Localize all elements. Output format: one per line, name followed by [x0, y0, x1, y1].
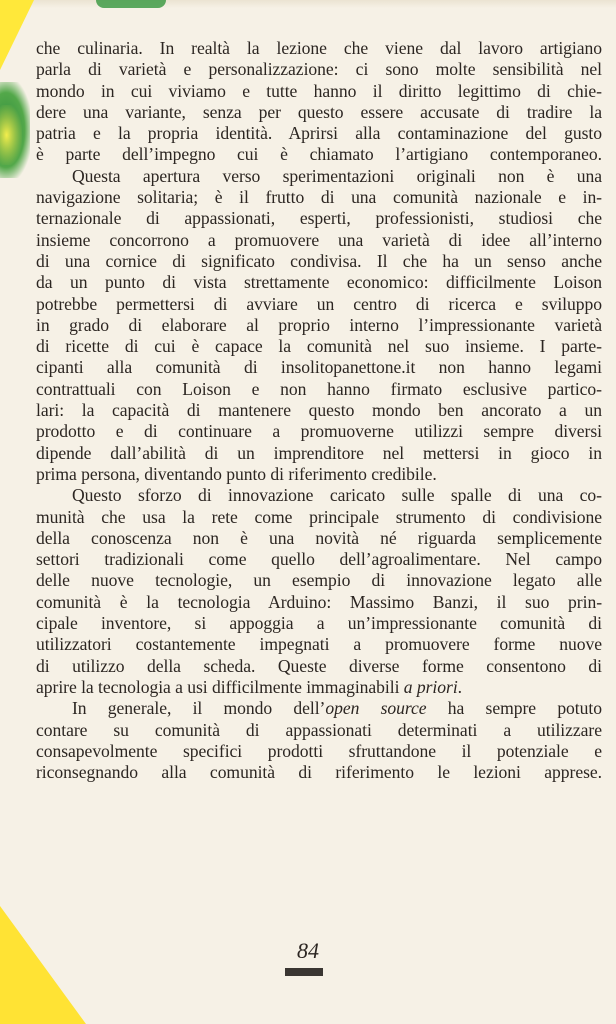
- text-line: contare su comunità di appassionati determinati a utilizzare: [36, 719, 602, 740]
- page-number: 84: [297, 938, 319, 963]
- italic-term: a priori: [403, 676, 458, 697]
- text-line: munità che usa la rete come principale strumento di condivisione: [36, 506, 602, 527]
- text-line: prodotto e di continuare a promuoverne utilizzi sempre diversi: [36, 421, 602, 442]
- text-line: riconsegnando alla comunità di riferimento le lezioni apprese.: [36, 762, 602, 783]
- text-line: cipale inventore, si appoggia a un’impressionante comunità di: [36, 613, 602, 634]
- text-line: da un punto di vista strettamente economico: difficilmente Loison: [36, 272, 602, 293]
- text-run: ha sempre potuto: [426, 698, 602, 719]
- text-line: lari: la capacità di mantenere questo mondo ben ancorato a un: [36, 400, 602, 421]
- text-run: In generale, il mondo dell’: [72, 698, 326, 719]
- text-line: comunità è la tecnologia Arduino: Massimo Banzi, il suo prin-: [36, 591, 602, 612]
- paragraph-2: [36, 166, 602, 485]
- page-number-bar: [285, 968, 323, 976]
- text-line: cipanti alla comunità di insolitopanettone.it non hanno legami: [36, 357, 602, 378]
- text-line: dere una variante, senza per questo essere accusate di tradire la: [36, 101, 602, 122]
- text-line: patria e la propria identità. Aprirsi alla contaminazione del gusto: [36, 123, 602, 144]
- yellow-paint-mark-left: [0, 105, 22, 165]
- text-line: insieme concorrono a promuovere una varietà di idee all’interno: [36, 229, 602, 250]
- text-line: di ricette di cui è capace la comunità nel suo insieme. I parte-: [36, 336, 602, 357]
- text-line: della conoscenza non è una novità né riguarda semplicemente: [36, 527, 602, 548]
- text-run: .: [457, 676, 463, 697]
- text-line: navigazione solitaria; è il frutto di una comunità nazionale e in-: [36, 187, 602, 208]
- text-line: prima persona, diventando punto di riferimento credibile.: [36, 463, 437, 484]
- text-line: Questo sforzo di innovazione caricato sulle spalle di una co-: [72, 485, 602, 506]
- text-line: ternazionale di appassionati, esperti, professionisti, studiosi che: [36, 208, 602, 229]
- text-line: potrebbe permettersi di avviare un centro di ricerca e sviluppo: [36, 293, 602, 314]
- text-line: dipende dall’abilità di un imprenditore nel mettersi in gioco in: [36, 442, 602, 463]
- body-text: [36, 38, 602, 783]
- text-line: che culinaria. In realtà la lezione che viene dal lavoro artigiano: [36, 38, 602, 58]
- paragraph-3: [36, 485, 602, 698]
- text-line: Questa apertura verso sperimentazioni originali non è una: [72, 165, 602, 186]
- yellow-corner-decoration-bottom: [0, 906, 86, 1024]
- text-line: di utilizzo della scheda. Queste diverse forme consentono di: [36, 655, 602, 676]
- text-line: settori tradizionali come quello dell’agroalimentare. Nel campo: [36, 549, 602, 570]
- page-top-edge: [0, 0, 616, 8]
- text-line: delle nuove tecnologie, un esempio di innovazione legato alle: [36, 570, 602, 591]
- text-run: aprire la tecnologia a usi difficilmente immaginabili: [36, 676, 404, 697]
- text-line: di una cornice di significato condivisa. Il che ha un senso anche: [36, 250, 602, 271]
- green-paint-mark-top: [96, 0, 166, 8]
- italic-term: open source: [325, 698, 427, 719]
- text-line: [36, 677, 602, 698]
- text-line: utilizzatori costantemente impegnati a promuovere forme nuove: [36, 634, 602, 655]
- yellow-corner-decoration-top: [0, 0, 34, 70]
- text-line: consapevolmente specifici prodotti sfruttandone il potenziale e: [36, 740, 602, 761]
- text-line: in grado di elaborare al proprio interno l’impressionante varietà: [36, 314, 602, 335]
- text-line: mondo in cui viviamo e tutte hanno il diritto legittimo di chie-: [36, 80, 602, 101]
- text-line: è parte dell’impegno cui è chiamato l’artigiano contemporaneo.: [36, 144, 602, 165]
- text-line: [36, 698, 602, 719]
- paragraph-4: [36, 698, 602, 783]
- paragraph-1: [36, 38, 602, 166]
- text-line: contrattuali con Loison e non hanno firmato esclusive partico-: [36, 378, 602, 399]
- text-line: parla di varietà e personalizzazione: ci sono molte sensibilità nel: [36, 59, 602, 80]
